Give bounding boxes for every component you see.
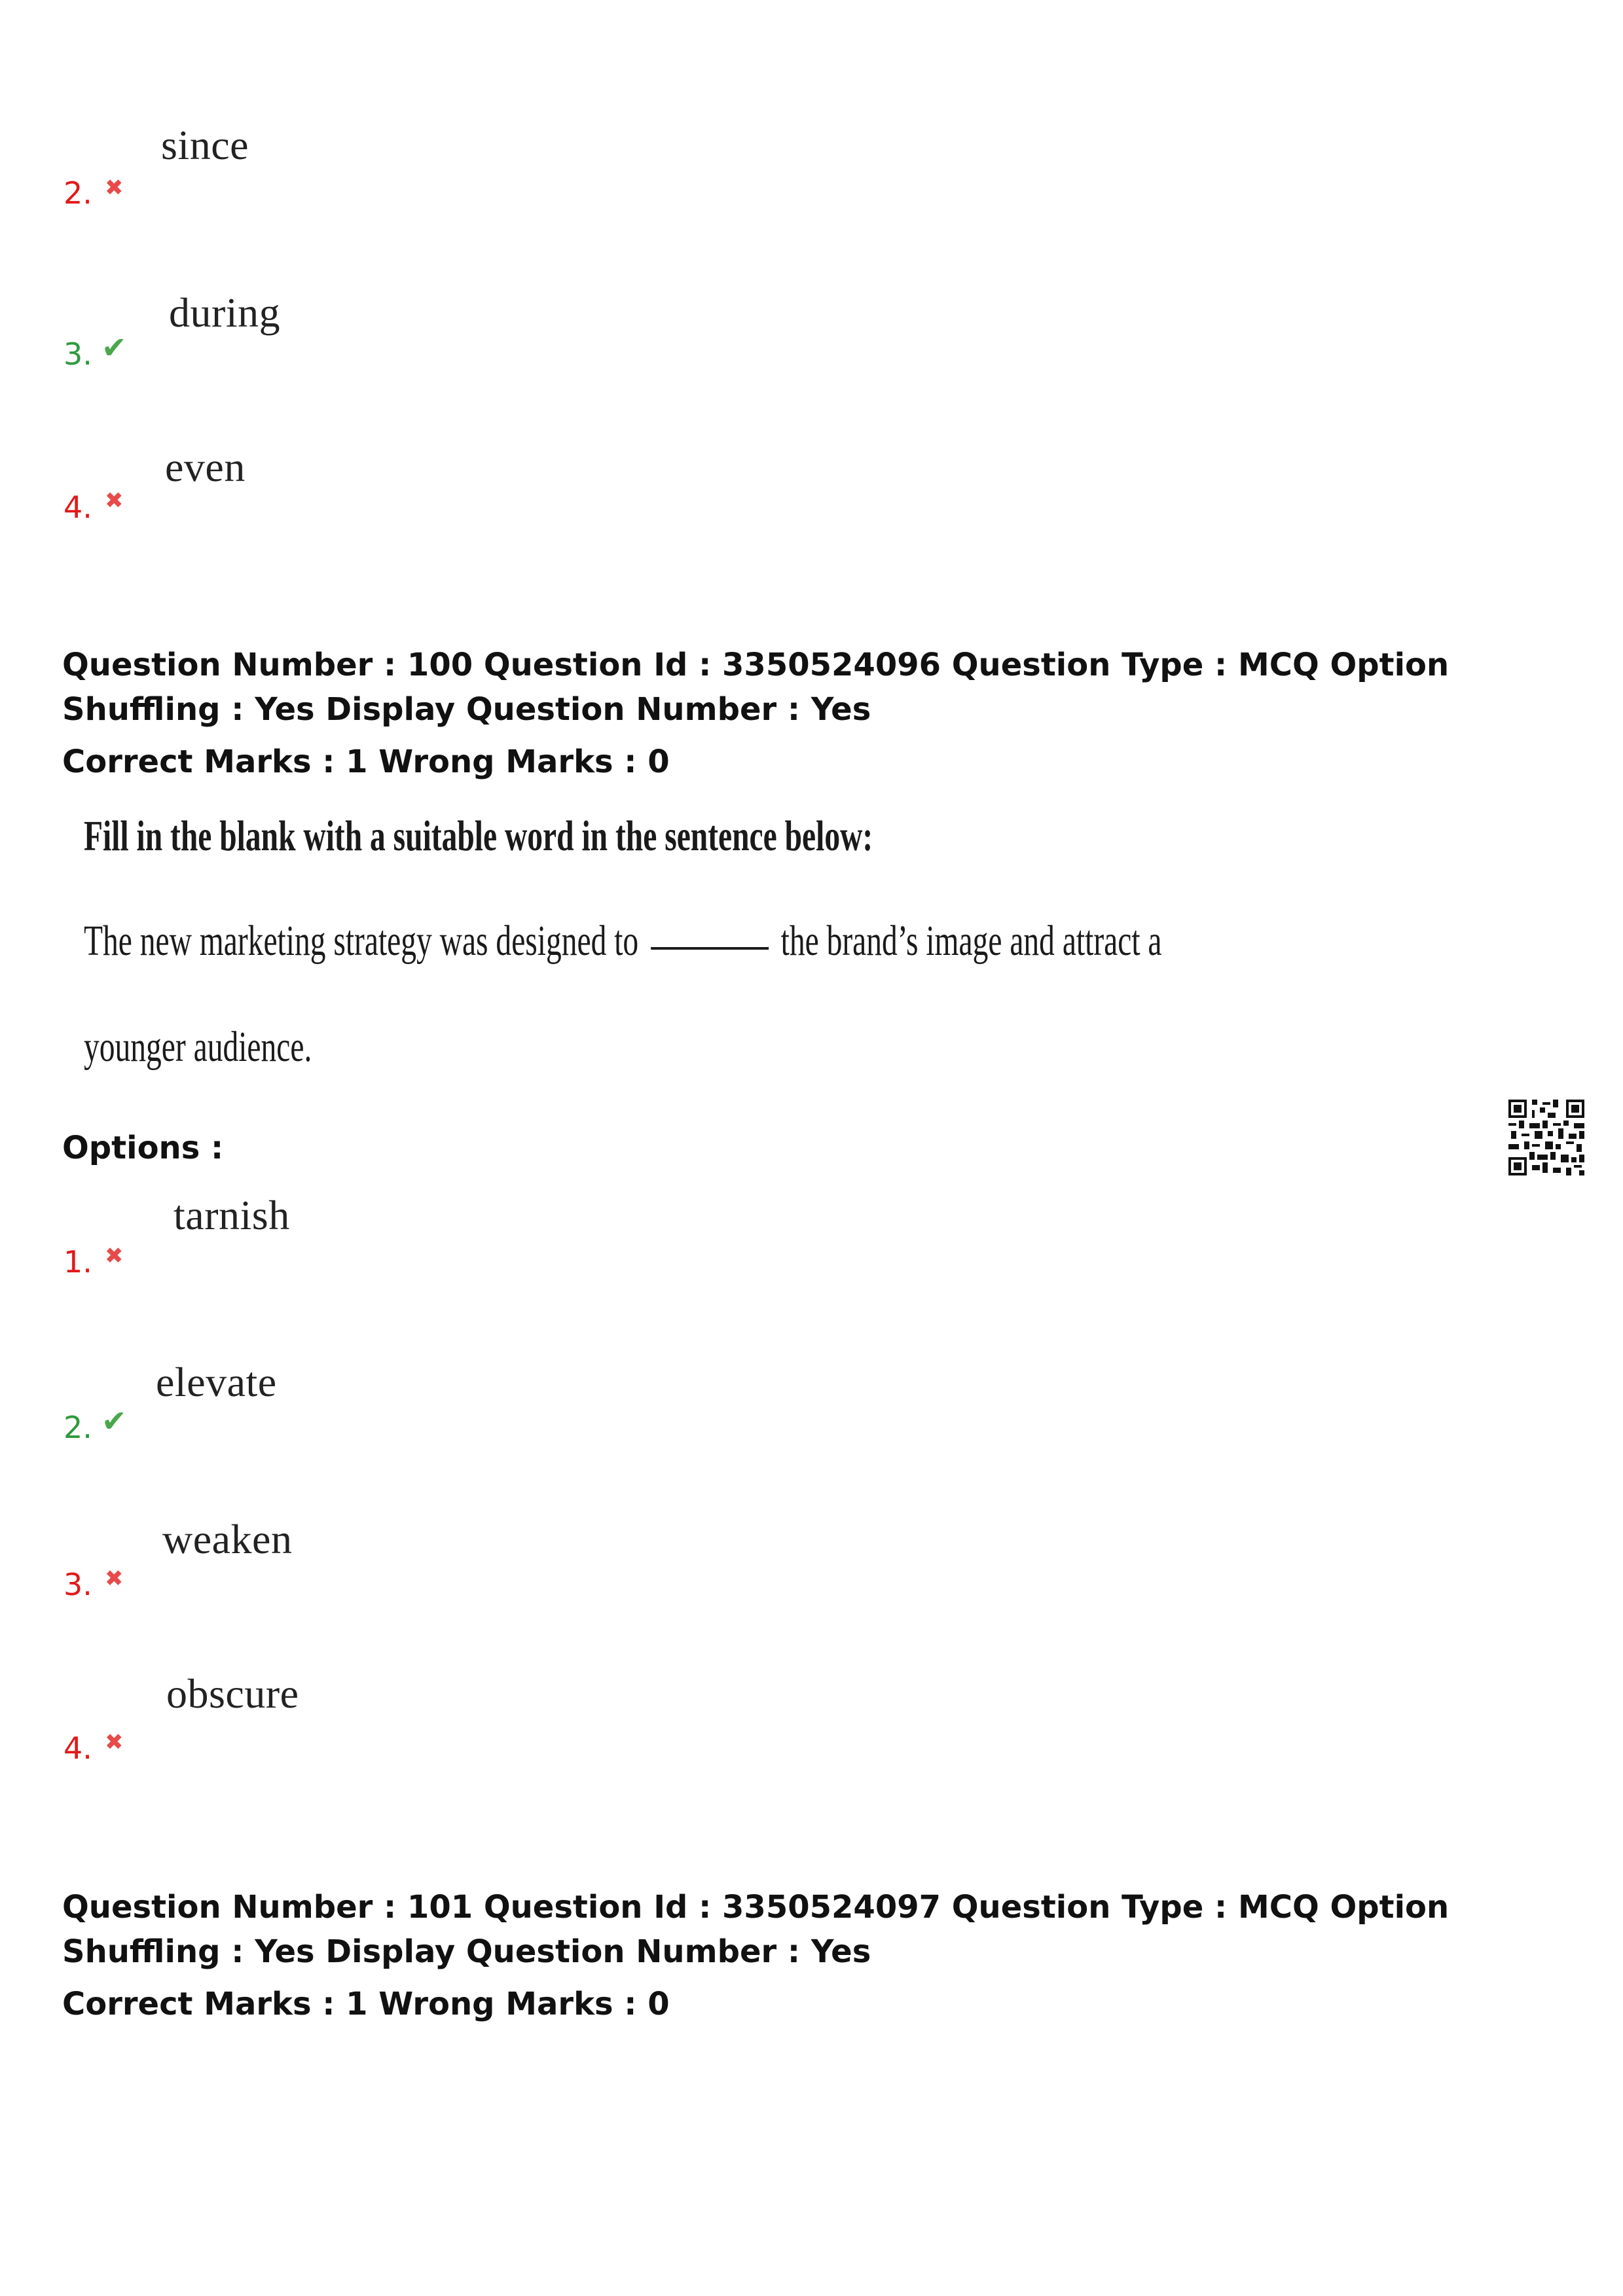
check-icon: ✔ bbox=[101, 1403, 127, 1439]
question-header: Question Number : 101 Question Id : 3350524097 Question Type : MCQ Option Shuffling : Yes Display Question Number : Yes bbox=[62, 1889, 1450, 1970]
option-number: 4. bbox=[64, 1731, 92, 1766]
option-text: elevate bbox=[156, 1359, 277, 1405]
option-text: since bbox=[161, 122, 249, 168]
sentence-part: the brand’s image and attract a bbox=[780, 917, 1162, 965]
option-number: 1. bbox=[64, 1244, 92, 1280]
option-text: even bbox=[165, 444, 246, 490]
question-sentence bbox=[84, 916, 1162, 966]
marks-line: Correct Marks : 1 Wrong Marks : 0 bbox=[62, 744, 670, 780]
qr-code-icon bbox=[1508, 1100, 1584, 1175]
cross-icon: ✖ bbox=[105, 1243, 124, 1269]
option-text: obscure bbox=[166, 1670, 299, 1717]
check-icon: ✔ bbox=[101, 330, 127, 365]
question-instruction: Fill in the blank with a suitable word in the sentence below: bbox=[84, 812, 873, 860]
question-sentence-continued: younger audience. bbox=[84, 1023, 312, 1071]
options-label: Options : bbox=[62, 1130, 224, 1166]
option-number: 4. bbox=[64, 490, 92, 525]
option-number: 3. bbox=[64, 1567, 92, 1602]
option-number: 2. bbox=[64, 1410, 92, 1445]
cross-icon: ✖ bbox=[105, 175, 124, 201]
marks-line: Correct Marks : 1 Wrong Marks : 0 bbox=[62, 1986, 670, 2022]
sentence-part: The new marketing strategy was designed to bbox=[84, 917, 639, 965]
question-header: Question Number : 100 Question Id : 3350524096 Question Type : MCQ Option Shuffling : Yes Display Question Number : Yes bbox=[62, 647, 1450, 728]
blank-line bbox=[651, 947, 769, 950]
option-number: 3. bbox=[64, 336, 92, 372]
option-number: 2. bbox=[64, 175, 92, 211]
cross-icon: ✖ bbox=[105, 488, 124, 514]
option-text: during bbox=[169, 289, 281, 336]
cross-icon: ✖ bbox=[105, 1566, 124, 1592]
option-text: tarnish bbox=[173, 1192, 290, 1238]
option-text: weaken bbox=[162, 1516, 293, 1562]
cross-icon: ✖ bbox=[105, 1729, 124, 1755]
